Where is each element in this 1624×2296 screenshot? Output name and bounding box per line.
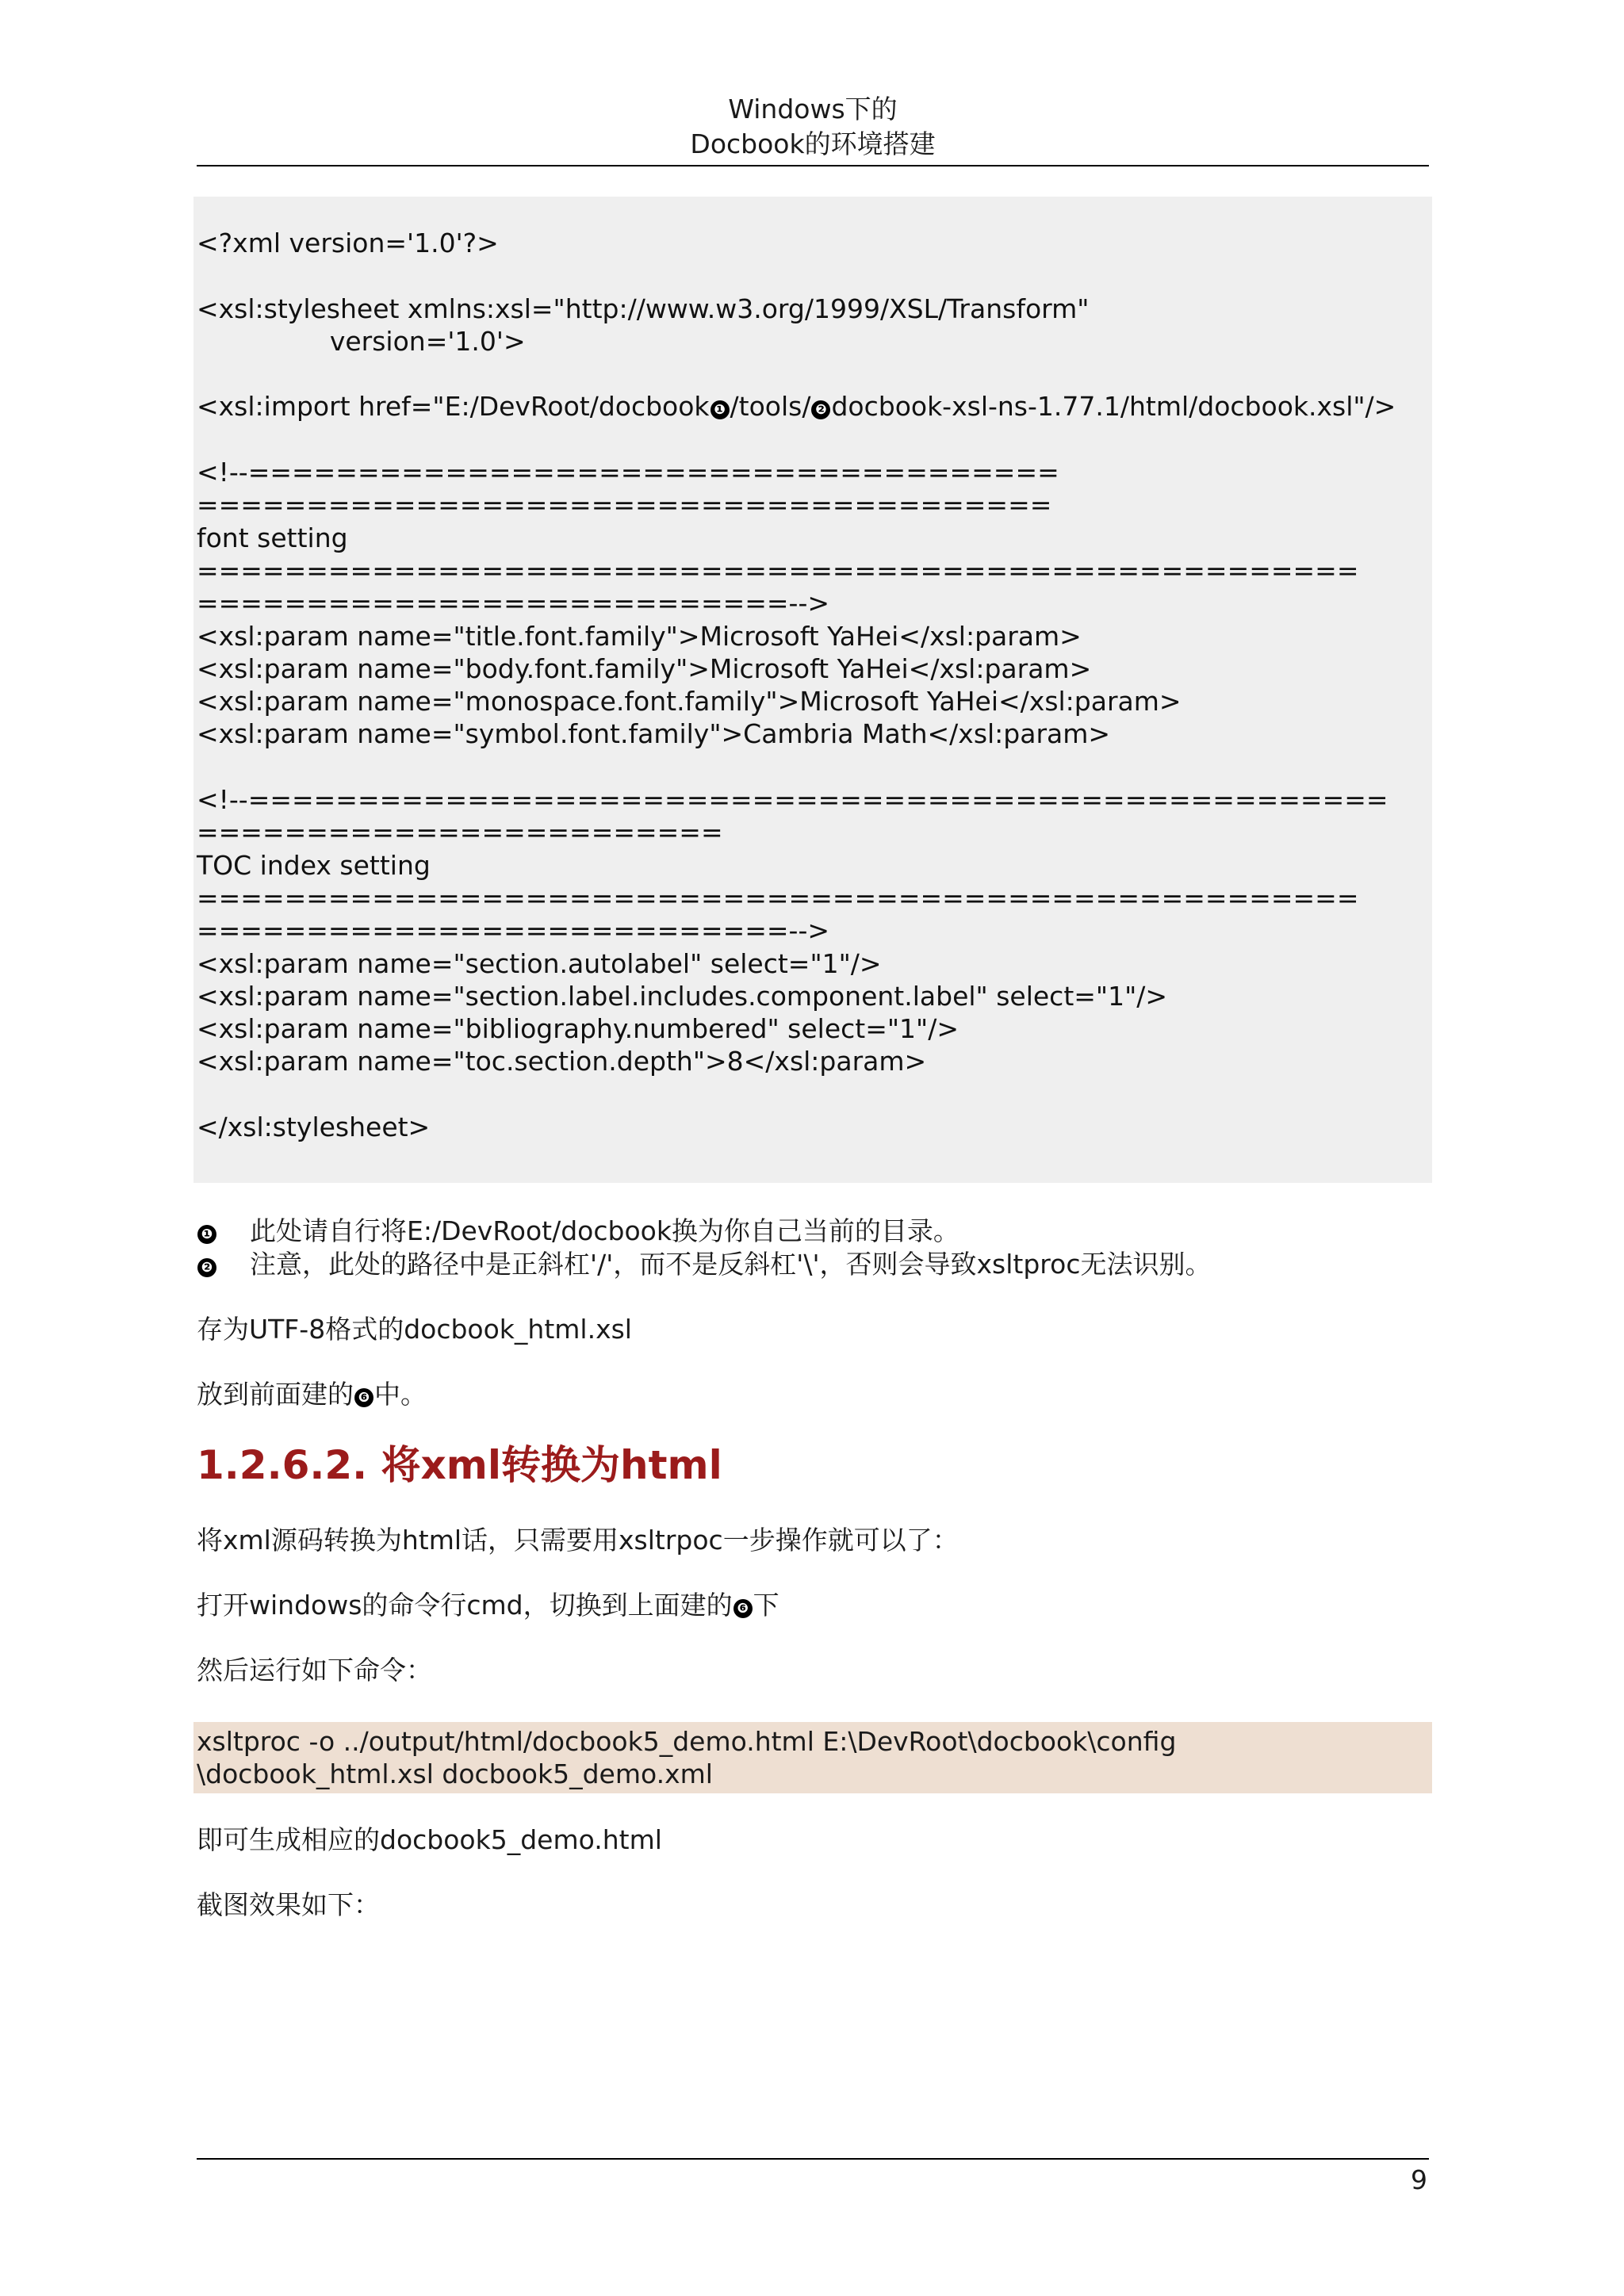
page-header [197,92,1429,166]
code-line: font setting [197,522,348,553]
callout-1-badge: ❶ [710,400,730,419]
paragraph-screenshot: 截图效果如下： [197,1889,380,1920]
note-1-text: 此处请自行将E:/DevRoot/docbook换为你自己当前的目录。 [250,1215,959,1246]
code-line: <xsl:param name="toc.section.depth">8</xsl:param> [197,1046,927,1077]
code-import-part3: docbook-xsl-ns-1.77.1/html/docbook.xsl"/> [831,391,1396,423]
code-line [197,358,1432,390]
code-line: ======================================= [197,489,1052,521]
code-line: TOC index setting [197,849,431,881]
code-line: <?xml version='1.0'?> [197,228,499,258]
code-line: <xsl:stylesheet xmlns:xsl="http://www.w3.org/1999/XSL/Transform" [197,293,1090,324]
code-line: version='1.0'> [197,325,526,357]
code-line: <!--==================================================== [197,784,1388,816]
code-line: ===========================--> [197,587,830,619]
paragraph-open-cmd [197,1589,779,1622]
put-in-text-a: 放到前面建的 [197,1379,354,1410]
callout-note-1 [197,1215,959,1248]
command-block [193,1722,1432,1793]
note-2-text: 注意，此处的路径中是正斜杠'/'，而不是反斜杠'\'，否则会导致xsltproc无法识别。 [250,1249,1212,1280]
paragraph-put-in [197,1378,427,1411]
paragraph-run: 然后运行如下命令： [197,1655,432,1686]
code-import-part1: <xsl:import href="E:/DevRoot/docbook [197,391,710,423]
command-line-1: xsltproc -o ../output/html/docbook5_demo.html E:\DevRoot\docbook\config [197,1726,1177,1757]
code-line: <xsl:param name="section.label.includes.component.label" select="1"/> [197,980,1168,1012]
code-line [197,259,1432,292]
code-line: <xsl:param name="body.font.family">Microsoft YaHei</xsl:param> [197,652,1092,684]
code-line-import [197,390,1432,423]
callout-2-badge: ❷ [197,1258,216,1277]
paragraph-intro: 将xml源码转换为html话，只需要用xsltrpoc一步操作就可以了： [197,1525,959,1556]
page-footer-rule [197,2158,1429,2160]
open-cmd-text-a: 打开windows的命令行cmd，切换到上面建的 [197,1590,733,1621]
section-heading: 1.2.6.2. 将xml转换为html [197,1442,722,1488]
code-line: <xsl:param name="title.font.family">Microsoft YaHei</xsl:param> [197,620,1082,652]
code-line: ===================================================== [197,882,1359,913]
code-line [197,1078,1432,1111]
page-number: 9 [1411,2164,1427,2195]
command-line-2: \docbook_html.xsl docbook5_demo.xml [197,1758,713,1789]
callout-note-2 [197,1248,1211,1281]
code-import-part2: /tools/ [730,391,811,423]
header-title-line1: Windows下的 [728,94,898,124]
code-line [197,751,1432,783]
callout-6-badge: ❻ [354,1388,373,1407]
callout-6-badge: ❻ [733,1599,753,1618]
paragraph-result: 即可生成相应的docbook5_demo.html [197,1824,662,1855]
code-line: </xsl:stylesheet> [197,1112,431,1143]
code-line [197,423,1432,456]
callout-1-badge: ❶ [197,1225,216,1244]
xsl-code-block [193,197,1432,1183]
code-line: <xsl:param name="section.autolabel" select="1"/> [197,947,882,979]
code-line: ===========================--> [197,915,830,947]
code-line: ======================== [197,817,723,848]
header-title-line2: Docbook的环境搭建 [690,128,936,159]
code-line: ===================================================== [197,554,1359,586]
callout-2-badge: ❷ [811,400,830,419]
code-line: <xsl:param name="bibliography.numbered" select="1"/> [197,1013,959,1045]
open-cmd-text-b: 下 [753,1590,779,1621]
paragraph-save-as: 存为UTF-8格式的docbook_html.xsl [197,1314,632,1345]
code-line: <xsl:param name="monospace.font.family">Microsoft YaHei</xsl:param> [197,686,1182,718]
put-in-text-b: 中。 [374,1379,427,1410]
code-line: <!--===================================== [197,457,1059,488]
code-line: <xsl:param name="symbol.font.family">Cambria Math</xsl:param> [197,718,1111,750]
